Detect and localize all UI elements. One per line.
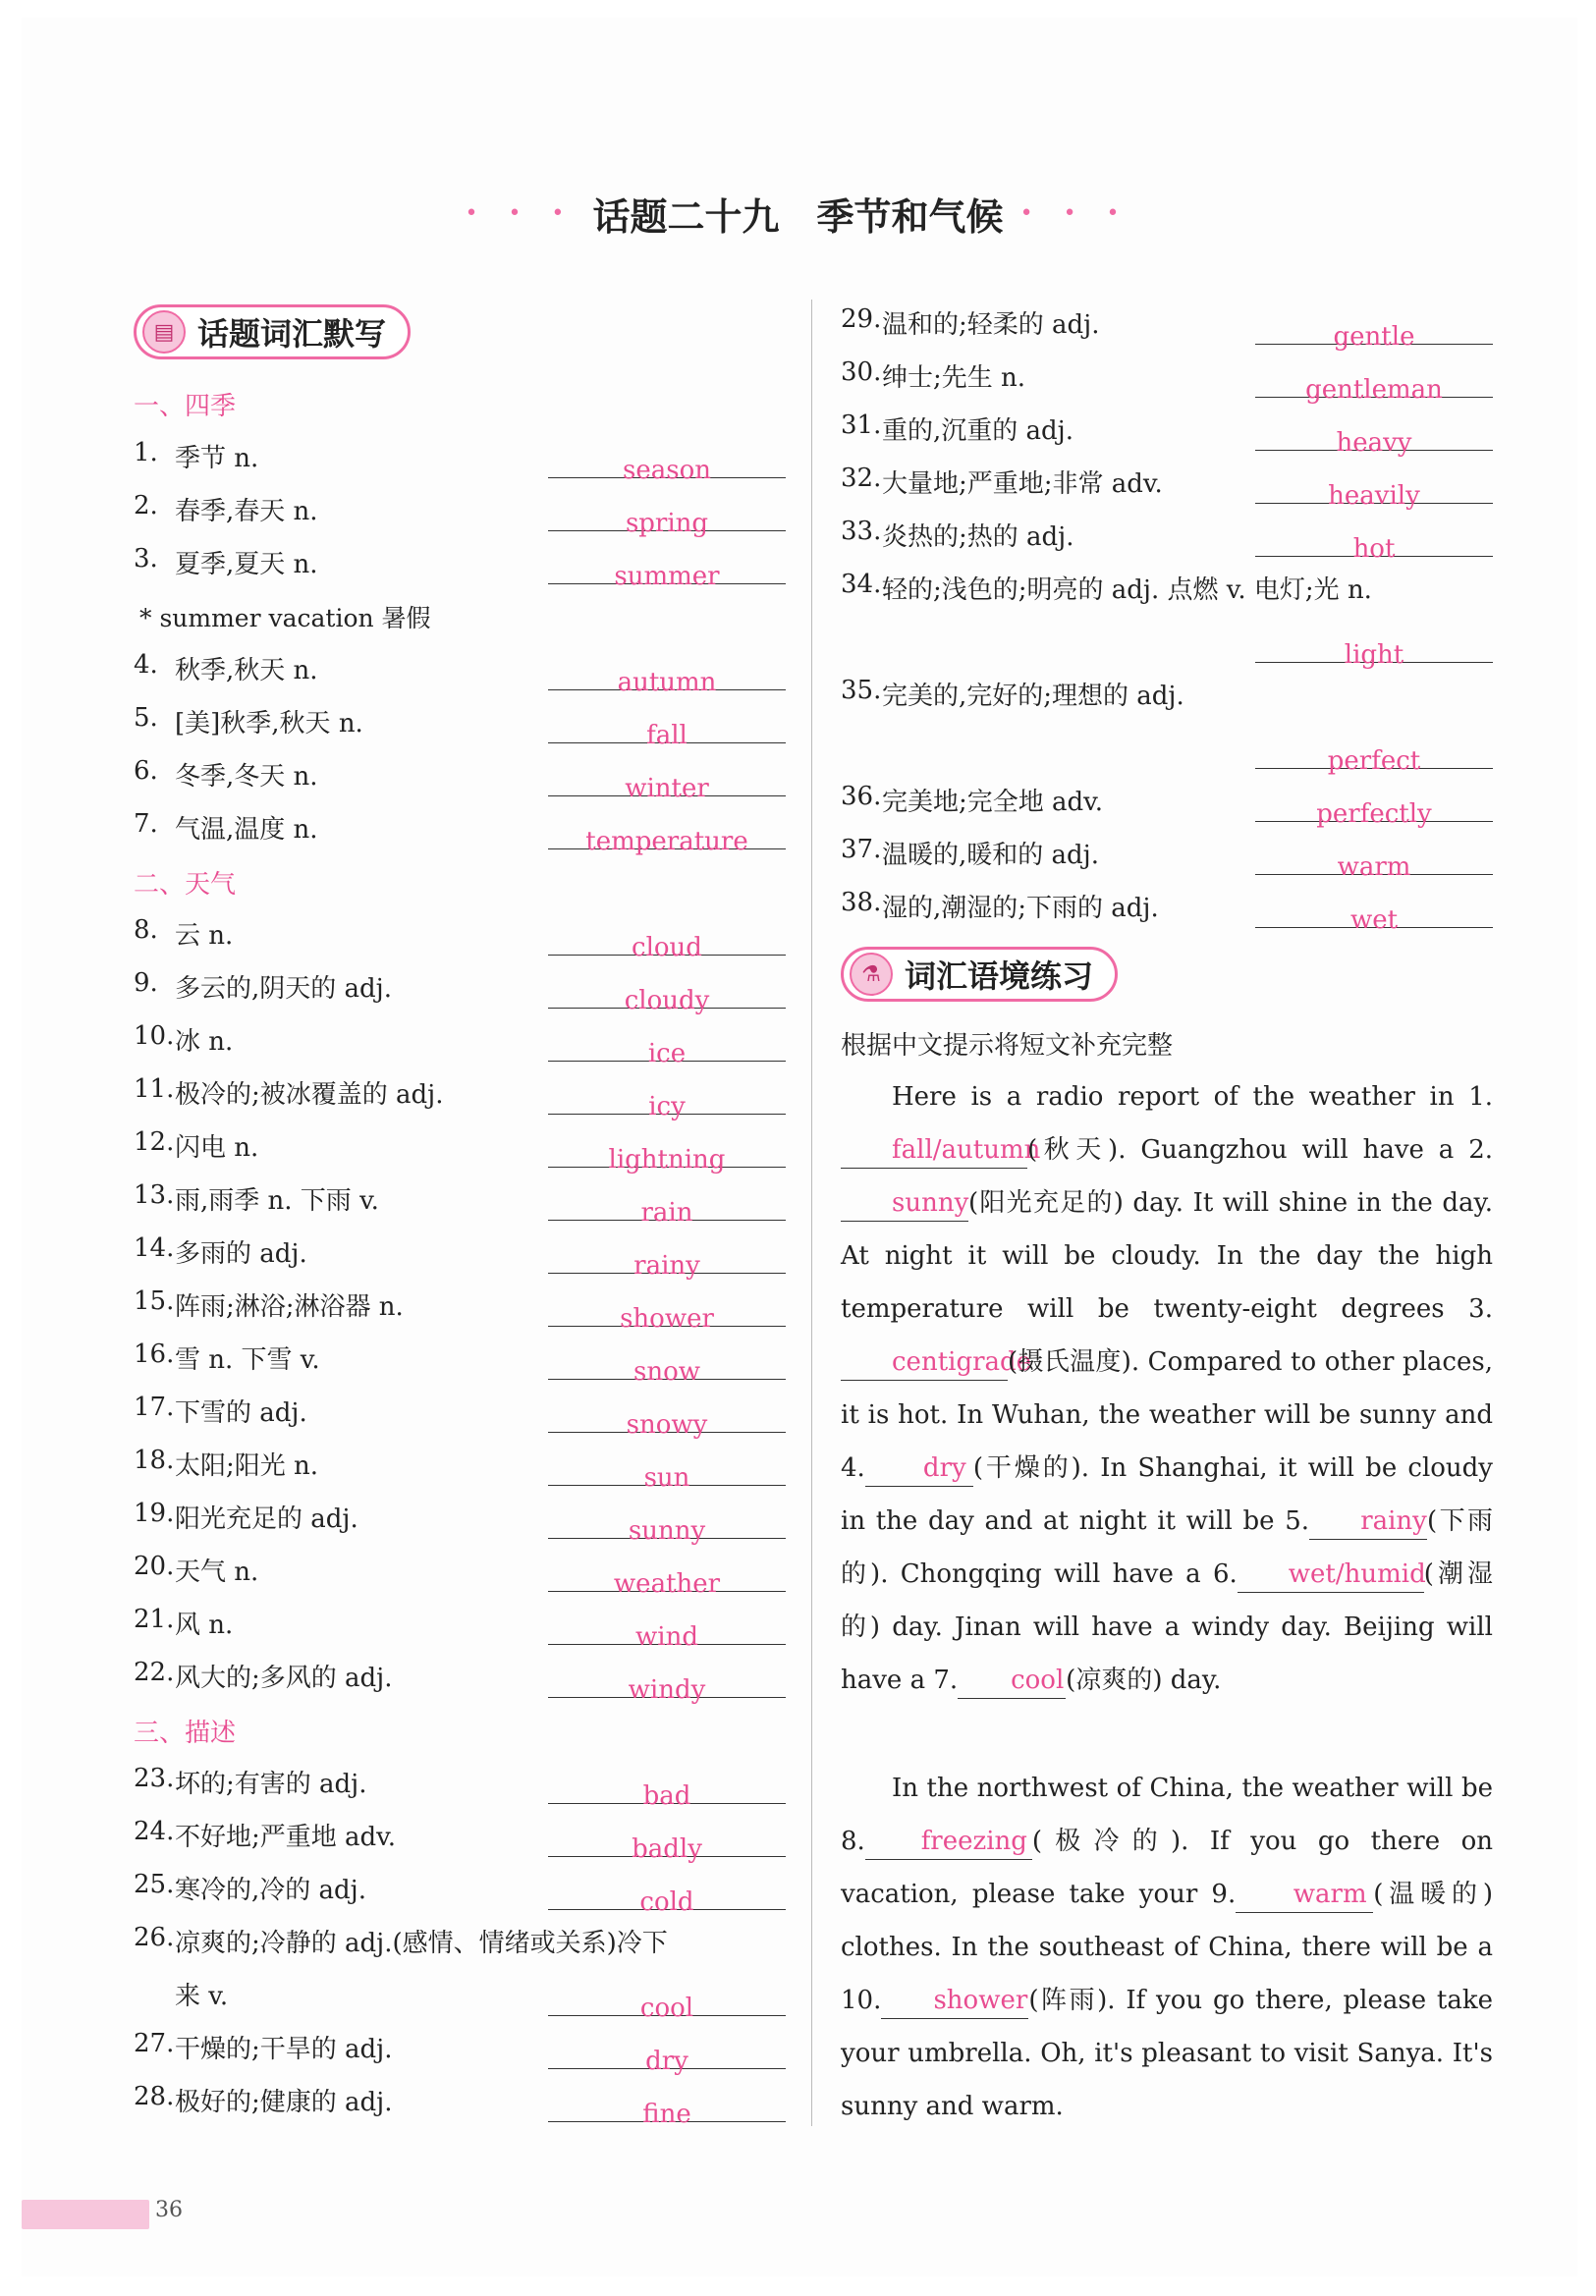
vocab-row <box>134 1605 786 1658</box>
passage-text: Here is a radio report of the weather in 1. <box>892 1082 1493 1112</box>
answer-line[interactable] <box>548 817 786 856</box>
vocab-number: 33. <box>841 517 882 546</box>
passage-paragraph-2 <box>841 1762 1493 2133</box>
vocab-number: 22. <box>134 1658 175 1687</box>
answer-line[interactable] <box>1255 312 1493 352</box>
answer-text: fine <box>642 2100 691 2129</box>
blank-8[interactable]: freezing <box>865 1824 1032 1860</box>
answer-text: snow <box>633 1357 700 1387</box>
vocab-number: 23. <box>134 1764 175 1793</box>
vocab-row <box>134 1658 786 1711</box>
vocab-row <box>134 1870 786 1923</box>
section-title: 话题词汇默写 <box>197 315 387 353</box>
answer-line[interactable] <box>548 446 786 485</box>
answer-text: shower <box>620 1304 714 1334</box>
vocab-number: 27. <box>134 2029 175 2058</box>
answer-text: winter <box>625 774 709 803</box>
answer-text: lightning <box>608 1145 726 1175</box>
vocab-prompt: 冰 n. <box>175 1027 234 1057</box>
answer-line[interactable] <box>1255 790 1493 829</box>
passage-text: . Guangzhou will have a 2. <box>1118 1135 1493 1165</box>
blank-10[interactable]: shower <box>881 1983 1028 2019</box>
vocab-row <box>841 464 1493 517</box>
answer-line[interactable] <box>548 552 786 591</box>
answer-line[interactable] <box>548 1878 786 1917</box>
vocab-row <box>134 1552 786 1605</box>
blank-9[interactable]: warm <box>1236 1877 1373 1913</box>
vocab-prompt: [美]秋季,秋天 n. <box>175 709 363 738</box>
answer-text: gentleman <box>1305 375 1443 405</box>
title-dots-right: • • • <box>1019 201 1131 226</box>
passage-text: In the northwest of China, the weather will be 8. <box>841 1774 1493 1856</box>
answer-line[interactable] <box>548 764 786 803</box>
answer-line[interactable] <box>548 658 786 697</box>
answer-text: heavily <box>1328 481 1420 511</box>
vocab-row <box>134 1286 786 1339</box>
vocab-prompt: 天气 n. <box>175 1558 259 1587</box>
hint-9: (温暖的) <box>1373 1880 1493 1909</box>
answer-line[interactable] <box>548 976 786 1015</box>
page-number: 36 <box>155 2198 183 2222</box>
passage-text: day. Jinan will have a windy day. Beijing will have a 7. <box>841 1613 1493 1695</box>
column-divider <box>811 300 812 2126</box>
passage-text: . If you go there on vacation, please take your 9. <box>841 1827 1493 1909</box>
answer-line[interactable] <box>1255 365 1493 405</box>
vocab-number: 9. <box>134 968 158 998</box>
vocab-row <box>134 1393 786 1446</box>
answer-line[interactable] <box>1255 737 1493 776</box>
vocab-prompt: 秋季,秋天 n. <box>175 656 318 685</box>
vocab-prompt: 极冷的;被冰覆盖的 adj. <box>175 1080 444 1110</box>
answer-line[interactable] <box>548 1772 786 1811</box>
vocab-row <box>134 438 786 491</box>
vocab-number: 25. <box>134 1870 175 1899</box>
passage-text: . Compared to other places, it is hot. In Wuhan, the weather will be sunny and 4. <box>841 1347 1493 1483</box>
answer-text: summer <box>614 562 720 591</box>
vocab-prompt: 风 n. <box>175 1611 234 1640</box>
vocab-prompt: 不好地;严重地 adv. <box>175 1823 397 1852</box>
answer-line[interactable] <box>548 1506 786 1546</box>
answer-line[interactable] <box>548 1984 786 2023</box>
hint-6: (潮湿的) <box>841 1559 1493 1642</box>
instruction: 根据中文提示将短文补充完整 <box>841 1031 1174 1061</box>
vocab-number: 18. <box>134 1446 175 1475</box>
hint-10: (阵雨) <box>1028 1986 1108 2015</box>
answer-text: perfectly <box>1316 799 1432 829</box>
hint-8: (极冷的) <box>1031 1827 1182 1856</box>
category-heading: 一、四季 <box>134 392 237 421</box>
answer-text: heavy <box>1336 428 1412 458</box>
vocab-prompt: 完美地;完全地 adv. <box>882 788 1104 817</box>
vocab-number: 2. <box>134 491 158 520</box>
vocab-prompt: 冬季,冬天 n. <box>175 762 318 792</box>
vocab-prompt: 寒冷的,冷的 adj. <box>175 1876 367 1905</box>
answer-text: light <box>1344 640 1404 670</box>
answer-text: perfect <box>1327 746 1421 776</box>
blank-1[interactable]: fall/autumn <box>841 1132 1027 1169</box>
answer-text: sun <box>643 1463 690 1493</box>
vocab-prompt: 闪电 n. <box>175 1133 259 1163</box>
answer-line[interactable] <box>1255 471 1493 511</box>
answer-text: bad <box>642 1781 691 1811</box>
vocab-row <box>134 1074 786 1127</box>
notebook-icon: ▤ <box>142 310 186 354</box>
category-heading: 二、天气 <box>134 870 237 900</box>
vocab-row <box>841 570 1493 678</box>
vocab-prompt: 云 n. <box>175 921 234 951</box>
answer-line[interactable] <box>548 2090 786 2129</box>
vocab-number: 21. <box>134 1605 175 1634</box>
vocab-row <box>134 915 786 968</box>
answer-text: icy <box>648 1092 686 1121</box>
blank-5[interactable]: rainy <box>1309 1503 1427 1540</box>
vocab-prompt-cont: 来 v. <box>175 1982 229 2011</box>
answer-text: cool <box>639 1994 694 2023</box>
answer-text: ice <box>647 1039 687 1068</box>
blank-7[interactable]: cool <box>958 1663 1066 1699</box>
vocab-row <box>134 703 786 756</box>
answer-text: spring <box>625 509 709 538</box>
answer-line[interactable] <box>548 1082 786 1121</box>
vocab-number: 12. <box>134 1127 175 1157</box>
passage-text: day. <box>1162 1666 1222 1695</box>
vocab-prompt: 坏的;有害的 adj. <box>175 1770 367 1799</box>
vocab-prompt: 太阳;阳光 n. <box>175 1451 319 1481</box>
vocab-number: 36. <box>841 782 882 811</box>
passage-text: . If you go there, please take your umbrella. Oh, it's pleasant to visit Sanya. It's sunny and warm. <box>841 1986 1493 2121</box>
vocab-prompt: 轻的;浅色的;明亮的 adj. 点燃 v. 电灯;光 n. <box>882 575 1372 605</box>
vocab-prompt: 阵雨;淋浴;淋浴器 n. <box>175 1292 404 1322</box>
answer-text: season <box>623 456 711 485</box>
hint-5: (下雨的) <box>841 1506 1493 1589</box>
answer-text: fall <box>646 721 688 750</box>
vocab-prompt: 完美的,完好的;理想的 adj. <box>882 682 1184 711</box>
vocab-row <box>134 1339 786 1393</box>
category-heading: 三、描述 <box>134 1719 237 1748</box>
answer-text: cloudy <box>624 986 710 1015</box>
vocab-row <box>134 1764 786 1817</box>
vocab-prompt: 重的,沉重的 adj. <box>882 416 1074 446</box>
answer-text: warm <box>1337 852 1411 882</box>
vocab-note: * summer vacation 暑假 <box>139 604 431 632</box>
vocab-number: 15. <box>134 1286 175 1316</box>
vocab-row <box>841 517 1493 570</box>
vocab-row <box>134 2082 786 2135</box>
vocab-prompt: 干燥的;干旱的 adj. <box>175 2035 393 2064</box>
vocab-row <box>134 1446 786 1499</box>
answer-line[interactable] <box>548 1400 786 1440</box>
answer-line[interactable] <box>548 1029 786 1068</box>
vocab-number: 20. <box>134 1552 175 1581</box>
vocab-row <box>134 809 786 862</box>
vocab-row <box>134 1499 786 1552</box>
answer-line[interactable] <box>1255 630 1493 670</box>
vocab-number: 38. <box>841 888 882 917</box>
vocab-number: 26. <box>134 1923 175 1952</box>
vocab-number: 31. <box>841 410 882 440</box>
hint-1: (秋天) <box>1027 1135 1119 1165</box>
vocab-prompt: 季节 n. <box>175 444 259 473</box>
answer-line[interactable] <box>548 499 786 538</box>
answer-line[interactable] <box>548 1666 786 1705</box>
answer-line[interactable] <box>1255 524 1493 564</box>
answer-text: cloud <box>632 933 702 962</box>
vocab-number: 8. <box>134 915 158 945</box>
vocab-number: 3. <box>134 544 158 574</box>
answer-text: sunny <box>628 1516 706 1546</box>
vocab-prompt: 夏季,夏天 n. <box>175 550 318 579</box>
answer-text: dry <box>645 2047 688 2076</box>
vocab-row <box>134 968 786 1021</box>
answer-line[interactable] <box>548 711 786 750</box>
vocab-row <box>134 1021 786 1074</box>
answer-line[interactable] <box>548 1613 786 1652</box>
title-dots-left: • • • <box>465 201 577 226</box>
vocab-row <box>841 782 1493 835</box>
vocab-number: 28. <box>134 2082 175 2111</box>
answer-line[interactable] <box>548 1241 786 1281</box>
answer-line[interactable] <box>548 1825 786 1864</box>
vocab-number: 1. <box>134 438 158 467</box>
vocab-number: 10. <box>134 1021 175 1051</box>
flask-icon: ⚗ <box>850 953 893 996</box>
vocab-prompt: 凉爽的;冷静的 adj.(感情、情绪或关系)冷下 <box>175 1929 668 1958</box>
vocab-row <box>134 1180 786 1233</box>
vocab-number: 4. <box>134 650 158 680</box>
answer-text: temperature <box>585 827 748 856</box>
answer-text: gentle <box>1333 322 1415 352</box>
vocab-row <box>134 1127 786 1180</box>
blank-3[interactable]: centigrade <box>841 1344 1008 1381</box>
vocab-prompt: 绅士;先生 n. <box>882 363 1026 393</box>
vocab-prompt: 多云的,阴天的 adj. <box>175 974 393 1004</box>
answer-text: badly <box>632 1834 702 1864</box>
vocab-prompt: 炎热的;热的 adj. <box>882 522 1074 552</box>
footer-bar <box>22 2200 149 2229</box>
vocab-row <box>134 491 786 544</box>
answer-text: wind <box>635 1622 698 1652</box>
hint-7: (凉爽的) <box>1066 1666 1163 1695</box>
vocab-prompt: 多雨的 adj. <box>175 1239 307 1269</box>
vocab-row <box>841 410 1493 464</box>
answer-text: wet <box>1349 905 1399 935</box>
answer-text: hot <box>1352 534 1396 564</box>
answer-line[interactable] <box>548 1453 786 1493</box>
vocab-row <box>134 756 786 809</box>
vocab-prompt: 温和的;轻柔的 adj. <box>882 310 1100 340</box>
answer-line[interactable] <box>548 1135 786 1175</box>
answer-text: weather <box>613 1569 721 1599</box>
vocab-number: 29. <box>841 304 882 334</box>
title-row <box>0 187 1596 241</box>
vocab-number: 13. <box>134 1180 175 1210</box>
section-badge-context <box>841 947 1118 1002</box>
vocab-prompt: 大量地;严重地;非常 adv. <box>882 469 1163 499</box>
vocab-row <box>134 2029 786 2082</box>
vocab-row <box>134 1233 786 1286</box>
hint-2: (阳光充足的) <box>968 1188 1124 1218</box>
vocab-prompt: 阳光充足的 adj. <box>175 1504 358 1534</box>
answer-text: rainy <box>633 1251 700 1281</box>
answer-text: rain <box>640 1198 693 1228</box>
vocab-number: 37. <box>841 835 882 864</box>
page-title: 话题二十九 季节和气候 <box>592 195 1004 239</box>
vocab-prompt: 下雪的 adj. <box>175 1398 307 1428</box>
vocab-prompt: 雨,雨季 n. 下雨 v. <box>175 1186 379 1216</box>
answer-line[interactable] <box>548 1347 786 1387</box>
vocab-row <box>841 888 1493 941</box>
blank-4[interactable]: dry <box>865 1450 973 1487</box>
hint-3: (摄氏温度) <box>1008 1347 1131 1377</box>
vocab-number: 14. <box>134 1233 175 1263</box>
vocab-prompt: 温暖的,暖和的 adj. <box>882 841 1100 870</box>
vocab-row <box>841 835 1493 888</box>
vocab-number: 19. <box>134 1499 175 1528</box>
answer-text: windy <box>628 1675 706 1705</box>
vocab-row <box>134 650 786 703</box>
passage-text: . Chongqing will have a 6. <box>880 1559 1238 1589</box>
answer-text: autumn <box>617 668 717 697</box>
vocab-prompt: 气温,温度 n. <box>175 815 318 845</box>
vocab-row <box>134 1923 786 2031</box>
passage-paragraph-1 <box>841 1070 1493 1707</box>
answer-line[interactable] <box>548 1188 786 1228</box>
section-badge-vocab <box>134 304 411 359</box>
blank-2[interactable]: sunny <box>841 1185 968 1222</box>
vocab-number: 30. <box>841 357 882 387</box>
passage-text: day. It will shine in the day. At night it will be cloudy. In the day the high temperature will be twenty-eight degrees 3. <box>841 1188 1493 1324</box>
vocab-row <box>841 304 1493 357</box>
passage-text: . In Shanghai, it will be cloudy in the day and at night it will be 5. <box>841 1453 1493 1536</box>
answer-line[interactable] <box>1255 896 1493 935</box>
answer-line[interactable] <box>1255 843 1493 882</box>
vocab-prompt: 春季,春天 n. <box>175 497 318 526</box>
answer-line[interactable] <box>548 1294 786 1334</box>
blank-6[interactable]: wet/humid <box>1238 1557 1424 1593</box>
vocab-number: 16. <box>134 1339 175 1369</box>
vocab-number: 32. <box>841 464 882 493</box>
hint-4: (干燥的) <box>972 1453 1081 1483</box>
vocab-row <box>841 676 1493 784</box>
vocab-number: 5. <box>134 703 158 733</box>
vocab-number: 11. <box>134 1074 175 1104</box>
vocab-row <box>134 1817 786 1870</box>
answer-line[interactable] <box>548 923 786 962</box>
vocab-row <box>841 357 1493 410</box>
vocab-prompt: 极好的;健康的 adj. <box>175 2088 393 2117</box>
answer-text: snowy <box>626 1410 708 1440</box>
answer-line[interactable] <box>548 1559 786 1599</box>
vocab-prompt: 湿的,潮湿的;下雨的 adj. <box>882 894 1159 923</box>
vocab-prompt: 风大的;多风的 adj. <box>175 1664 393 1693</box>
vocab-number: 35. <box>841 676 882 705</box>
passage-text: clothes. In the southeast of China, there will be a 10. <box>841 1933 1493 2015</box>
vocab-number: 24. <box>134 1817 175 1846</box>
vocab-row <box>134 544 786 597</box>
vocab-number: 34. <box>841 570 882 599</box>
vocab-prompt: 雪 n. 下雪 v. <box>175 1345 320 1375</box>
vocab-number: 7. <box>134 809 158 839</box>
section-title: 词汇语境练习 <box>905 957 1094 995</box>
answer-line[interactable] <box>548 2037 786 2076</box>
answer-text: cold <box>639 1887 694 1917</box>
answer-line[interactable] <box>1255 418 1493 458</box>
vocab-number: 17. <box>134 1393 175 1422</box>
vocab-number: 6. <box>134 756 158 786</box>
